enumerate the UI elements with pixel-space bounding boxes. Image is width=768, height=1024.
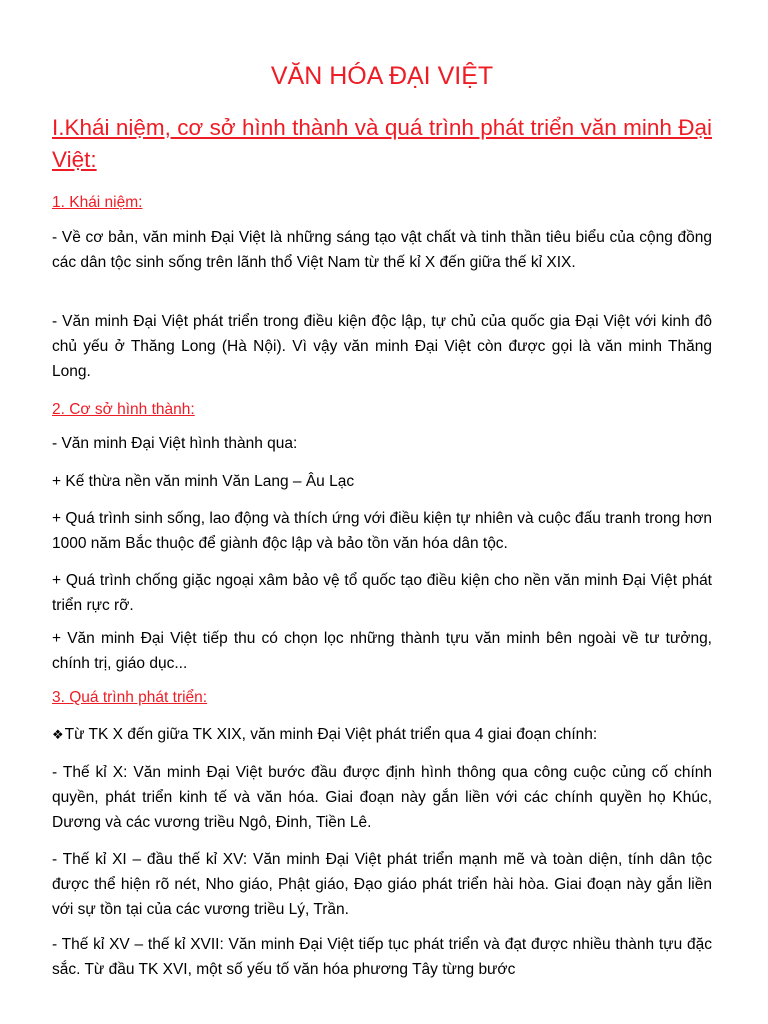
subheading-development: 3. Quá trình phát triển: (52, 689, 208, 706)
paragraph: - Văn minh Đại Việt phát triển trong điều kiện độc lập, tự chủ của quốc gia Đại Việt với kinh đô chủ yếu ở Thăng Long (Hà Nội). Vì vậy văn minh Đại Việt còn được gọi là văn minh Thăng Long. (52, 313, 712, 380)
paragraph: + Quá trình sinh sống, lao động và thích ứng với điều kiện tự nhiên và cuộc đấu tranh trong hơn 1000 năm Bắc thuộc để giành độc lập và bảo tồn văn hóa dân tộc. (52, 510, 712, 552)
subheading-foundation: 2. Cơ sở hình thành: (52, 401, 195, 418)
subheading-definition: 1. Khái niệm: (52, 194, 143, 211)
paragraph: - Về cơ bản, văn minh Đại Việt là những sáng tạo vật chất và tinh thần tiêu biểu của cộng đồng các dân tộc sinh sống trên lãnh thổ Việt Nam từ thế kỉ X đến giữa thế kỉ XIX. (52, 229, 712, 271)
diamond-bullet-icon: ❖ (52, 727, 64, 742)
paragraph: + Văn minh Đại Việt tiếp thu có chọn lọc những thành tựu văn minh bên ngoài về tư tưởng, chính trị, giáo dục... (52, 630, 712, 672)
bullet-text: Từ TK X đến giữa TK XIX, văn minh Đại Việt phát triển qua 4 giai đoạn chính: (64, 726, 598, 743)
paragraph: - Thế kỉ XV – thế kỉ XVII: Văn minh Đại Việt tiếp tục phát triển và đạt được nhiều thành tựu đặc sắc. Từ đầu TK XVI, một số yếu tố văn hóa phương Tây từng bước (52, 936, 712, 978)
paragraph: - Văn minh Đại Việt hình thành qua: (52, 435, 298, 452)
document-title: VĂN HÓA ĐẠI VIỆT (270, 62, 494, 90)
paragraph: - Thế kỉ X: Văn minh Đại Việt bước đầu được định hình thông qua công cuộc củng cố chính quyền, phát triển kinh tế và văn hóa. Giai đoạn này gắn liền với các chính quyền họ Khúc, Dương và các vương triều Ngô, Đinh, Tiền Lê. (52, 764, 712, 831)
section-heading: I.Khái niệm, cơ sở hình thành và quá trình phát triển văn minh Đại Việt: (52, 115, 712, 172)
paragraph: + Kế thừa nền văn minh Văn Lang – Âu Lạc (52, 473, 355, 490)
paragraph: - Thế kỉ XI – đầu thế kỉ XV: Văn minh Đại Việt phát triển mạnh mẽ và toàn diện, tính dân tộc được thể hiện rõ nét, Nho giáo, Phật giáo, Đạo giáo phát triển hài hòa. Giai đoạn này gắn liền với sự tồn tại của các vương triều Lý, Trần. (52, 851, 712, 918)
bullet-paragraph (52, 722, 712, 747)
paragraph: + Quá trình chống giặc ngoại xâm bảo vệ tổ quốc tạo điều kiện cho nền văn minh Đại Việt phát triển rực rỡ. (52, 572, 712, 614)
